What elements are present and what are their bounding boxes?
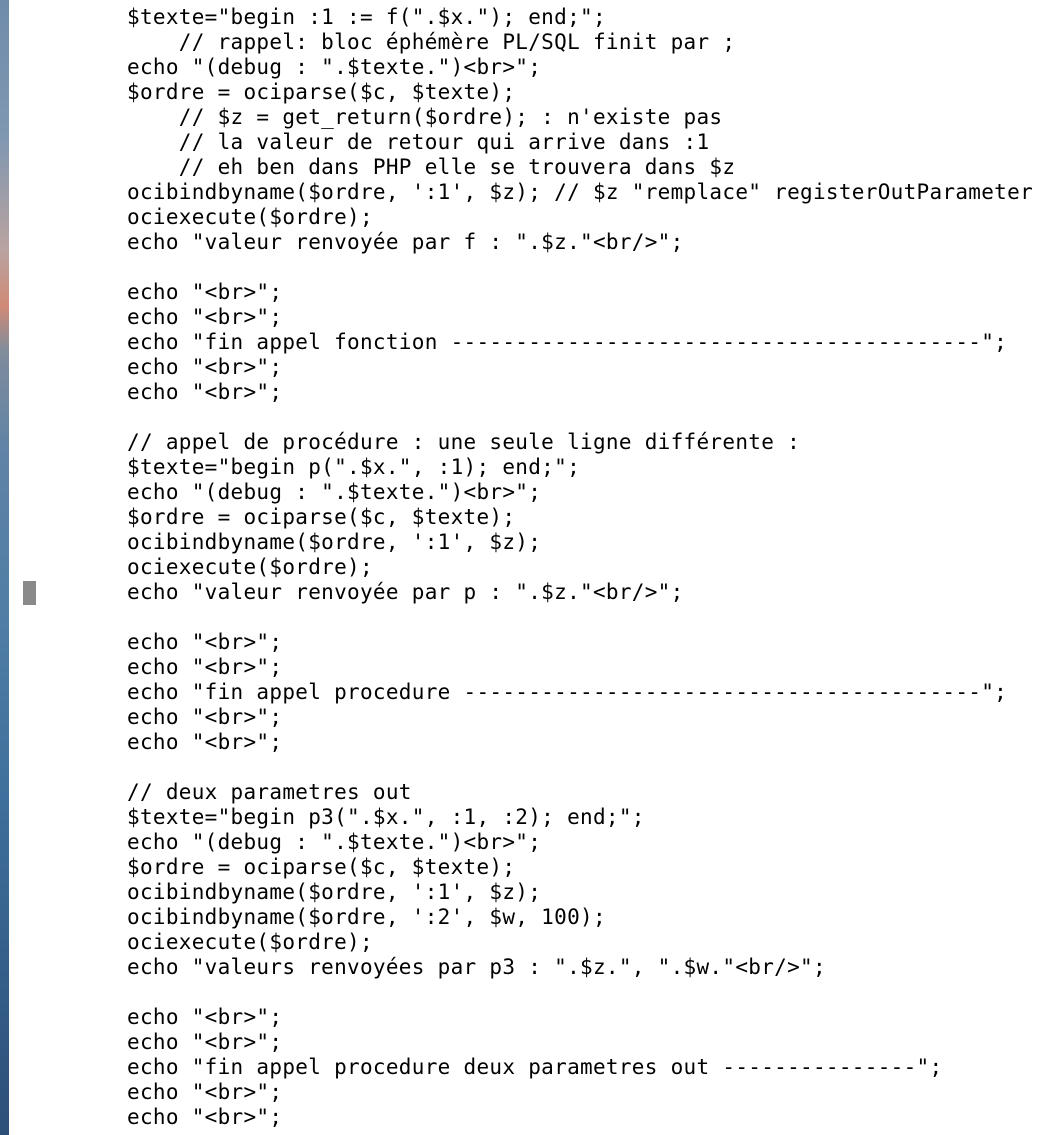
code-line-36[interactable]: ocibindbyname($ordre, ':1', $z); [127,880,542,904]
code-line-28[interactable]: echo "fin appel procedure ----------------------------------------"; [127,680,1008,704]
code-area[interactable] [127,5,1033,1130]
code-line-39[interactable]: echo "valeurs renvoyées par p3 : ".$z.", ".$w."<br/>"; [127,955,826,979]
code-line-6[interactable]: // la valeur de retour qui arrive dans :1 [127,130,710,154]
code-line-31[interactable] [127,755,1033,780]
code-line-19[interactable]: $texte="begin p(".$x.", :1); end;"; [127,455,581,479]
code-line-41[interactable]: echo "<br>"; [127,1005,283,1029]
text-editor[interactable] [9,0,1045,1135]
code-line-25[interactable] [127,605,1033,630]
code-line-21[interactable]: $ordre = ociparse($c, $texte); [127,505,516,529]
code-line-4[interactable]: $ordre = ociparse($c, $texte); [127,80,516,104]
code-line-37[interactable]: ocibindbyname($ordre, ':2', $w, 100); [127,905,606,929]
code-line-29[interactable]: echo "<br>"; [127,705,283,729]
code-line-18[interactable]: // appel de procédure : une seule ligne différente : [127,430,801,454]
code-line-1[interactable]: $texte="begin :1 := f(".$x."); end;"; [127,5,606,29]
code-line-33[interactable]: $texte="begin p3(".$x.", :1, :2); end;"; [127,805,645,829]
code-line-3[interactable]: echo "(debug : ".$texte.")<br>"; [127,55,542,79]
code-line-10[interactable]: echo "valeur renvoyée par f : ".$z."<br/>"; [127,230,684,254]
code-line-40[interactable] [127,980,1033,1005]
code-line-45[interactable]: echo "<br>"; [127,1105,283,1129]
desktop-wallpaper-strip [0,0,9,1135]
code-line-15[interactable]: echo "<br>"; [127,355,283,379]
code-line-34[interactable]: echo "(debug : ".$texte.")<br>"; [127,830,542,854]
code-line-38[interactable]: ociexecute($ordre); [127,930,373,954]
code-line-30[interactable]: echo "<br>"; [127,730,283,754]
code-line-17[interactable] [127,405,1033,430]
code-line-23[interactable]: ociexecute($ordre); [127,555,373,579]
code-line-26[interactable]: echo "<br>"; [127,630,283,654]
code-line-8[interactable]: ocibindbyname($ordre, ':1', $z); // $z "remplace" registerOutParameter [127,180,1034,204]
code-line-22[interactable]: ocibindbyname($ordre, ':1', $z); [127,530,542,554]
code-line-12[interactable]: echo "<br>"; [127,280,283,304]
code-line-43[interactable]: echo "fin appel procedure deux parametres out ---------------"; [127,1055,943,1079]
code-line-7[interactable]: // eh ben dans PHP elle se trouvera dans $z [127,155,736,179]
code-line-16[interactable]: echo "<br>"; [127,380,283,404]
code-line-27[interactable]: echo "<br>"; [127,655,283,679]
code-line-35[interactable]: $ordre = ociparse($c, $texte); [127,855,516,879]
code-line-5[interactable]: // $z = get_return($ordre); : n'existe pas [127,105,723,129]
code-line-20[interactable]: echo "(debug : ".$texte.")<br>"; [127,480,542,504]
code-line-24[interactable]: echo "valeur renvoyée par p : ".$z."<br/>"; [127,580,684,604]
code-line-11[interactable] [127,255,1033,280]
code-line-13[interactable]: echo "<br>"; [127,305,283,329]
cursor-marker [23,581,36,605]
code-line-44[interactable]: echo "<br>"; [127,1080,283,1104]
code-line-42[interactable]: echo "<br>"; [127,1030,283,1054]
code-line-9[interactable]: ociexecute($ordre); [127,205,373,229]
code-line-14[interactable]: echo "fin appel fonction -----------------------------------------"; [127,330,1008,354]
code-line-2[interactable]: // rappel: bloc éphémère PL/SQL finit par ; [127,30,736,54]
code-line-32[interactable]: // deux parametres out [127,780,412,804]
